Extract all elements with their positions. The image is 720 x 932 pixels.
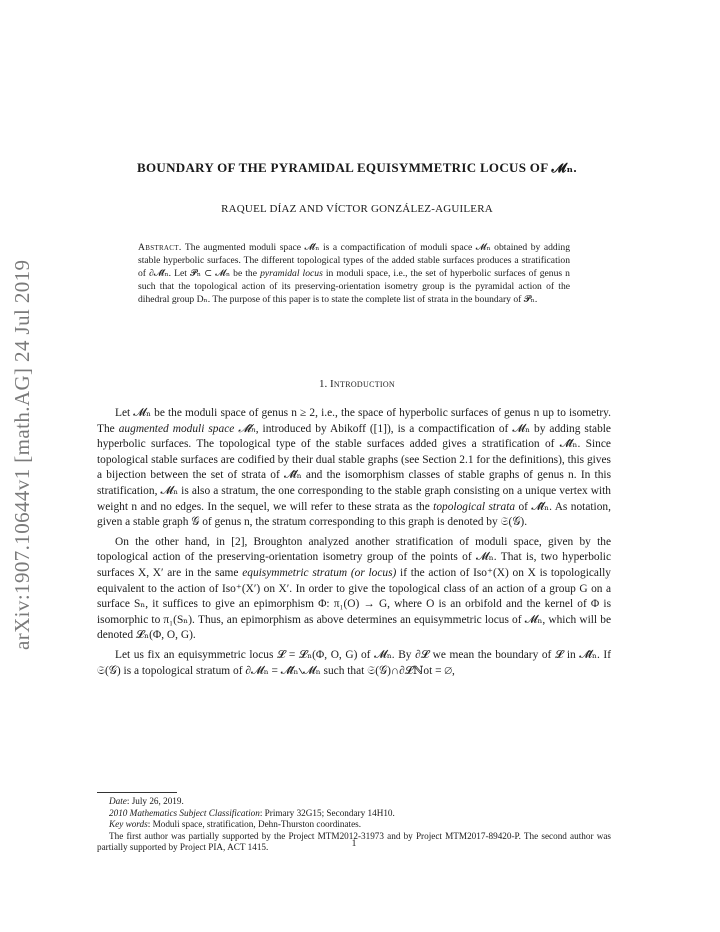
intro-p1-text-b: , introduced by Abikoff ([1]), is a compactification of 𝓜ₙ by adding stable hyperbolic surfaces. The topological type of the stable surfaces added gives a stratification of 𝓜̂ₙ. Since topological stable surfaces are codified by their dual stable graphs (see Section 2.1 for the definitions), this gives a bijection between the set of strata of 𝓜̂ₙ and the isomorphism classes of stable graphs of genus n. In this stratification, 𝓜ₙ is also a stratum, the one corresponding to the stable graph consisting on a unique vertex with weight n and no edges. In the sequel, we will refer to these strata as the [97, 422, 611, 513]
intro-paragraph-3: Let us fix an equisymmetric locus 𝓛 = 𝓛ₙ(Φ, O, G) of 𝓜ₙ. By ∂𝓛 we mean the boundary of 𝓛 in 𝓜̂ₙ. If 𝔖(𝒢) is a topological stratum of ∂𝓜ₙ = 𝓜̂ₙ∖𝓜ₙ such that 𝔖(𝒢)∩∂𝓛ℕot = ∅, [97, 648, 611, 677]
intro-p1-text-a: Let 𝓜ₙ be the moduli space of genus n ≥ 2, i.e., the space of hyperbolic surfaces of genus n up to isometry. The [97, 407, 611, 435]
footnote-keywords [97, 819, 611, 831]
footnote-rule [97, 792, 177, 793]
abstract-text-1: The augmented moduli space 𝓜̂ₙ is a compactification of moduli space 𝓜ₙ obtained by adding stable hyperbolic surfaces. The different topological types of the added stable surfaces produces a stratification of ∂𝓜̂ₙ. Let 𝓟ₙ ⊂ 𝓜ₙ be the [138, 242, 570, 280]
footnote-msc-value: : Primary 32G15; Secondary 14H10. [259, 807, 395, 818]
footnote-date-value: : July 26, 2019. [126, 796, 184, 806]
paper-authors: RAQUEL DÍAZ AND VÍCTOR GONZÁLEZ-AGUILERA [221, 203, 493, 215]
introduction-body [97, 406, 611, 683]
intro-p1-emphasis-2: topological strata [433, 500, 516, 513]
footnote-keywords-label: Key words [109, 819, 148, 830]
intro-p2-emphasis: equisymmetric stratum (or locus) [242, 566, 397, 579]
abstract-emphasis: pyramidal locus [260, 268, 323, 280]
intro-p1-text-c: of 𝓜̂ₙ. As notation, given a stable graph 𝒢 of genus n, the stratum corresponding to this graph is denoted by 𝔖(𝒢). [97, 500, 611, 529]
footnote-msc [97, 808, 611, 820]
arxiv-sidebar-stamp: arXiv:1907.10644v1 [math.AG] 24 Jul 2019 [10, 259, 34, 650]
intro-paragraph-1 [97, 406, 611, 531]
section-heading [97, 378, 617, 390]
footnote-msc-label: 2010 Mathematics Subject Classification [109, 807, 260, 818]
footnote-funding: The first author was partially supported by the Project MTM2012-31973 and by Project MTM2017-89420-P. The second author was partially supported by Project PIA, ACT 1415. [97, 830, 611, 853]
abstract [138, 241, 570, 306]
abstract-heading: Abstract. [138, 242, 182, 253]
abstract-text-2: in moduli space, i.e., the set of hyperbolic surfaces of genus n such that the topological action of its preserving-orientation isometry group is the pyramidal action of the dihedral group Dₙ. The purpose of this paper is to state the complete list of strata in the boundary of 𝓟ₙ. [138, 268, 570, 306]
intro-paragraph-2 [97, 535, 611, 644]
intro-p1-emphasis-1: augmented moduli space 𝓜̂ₙ [118, 422, 256, 435]
footnote-date [97, 796, 611, 808]
paper-title: BOUNDARY OF THE PYRAMIDAL EQUISYMMETRIC LOCUS OF 𝓜ₙ. [137, 160, 577, 175]
section-number: 1. [318, 378, 328, 390]
footnote-date-label: Date [109, 796, 127, 806]
section-title: Introduction [329, 378, 396, 390]
intro-p2-text-a: On the other hand, in [2], Broughton analyzed another stratification of moduli space, given by the topological action of the preserving-orientation isometry group of the points of 𝓜ₙ. That is, two hyperbolic surfaces X, X′ are in the same [97, 535, 611, 579]
intro-p2-text-b: if the action of Iso⁺(X) on X is topologically equivalent to the action of Iso⁺(X′) on X′. In order to give the topological class of an action of a group G on a surface Sₙ, it suffices to give an epimorphism Φ: π₁(O) → G, where O is an orbifold and the kernel of Φ is isomorphic to π₁(Sₙ). Thus, an epimorphism as above determines an equisymmetric locus of 𝓜ₙ, which will be denoted 𝓛ₙ(Φ, O, G). [97, 566, 611, 642]
footnote-keywords-value: : Moduli space, stratification, Dehn-Thurston coordinates. [147, 819, 362, 830]
page-number: 1 [351, 839, 357, 849]
